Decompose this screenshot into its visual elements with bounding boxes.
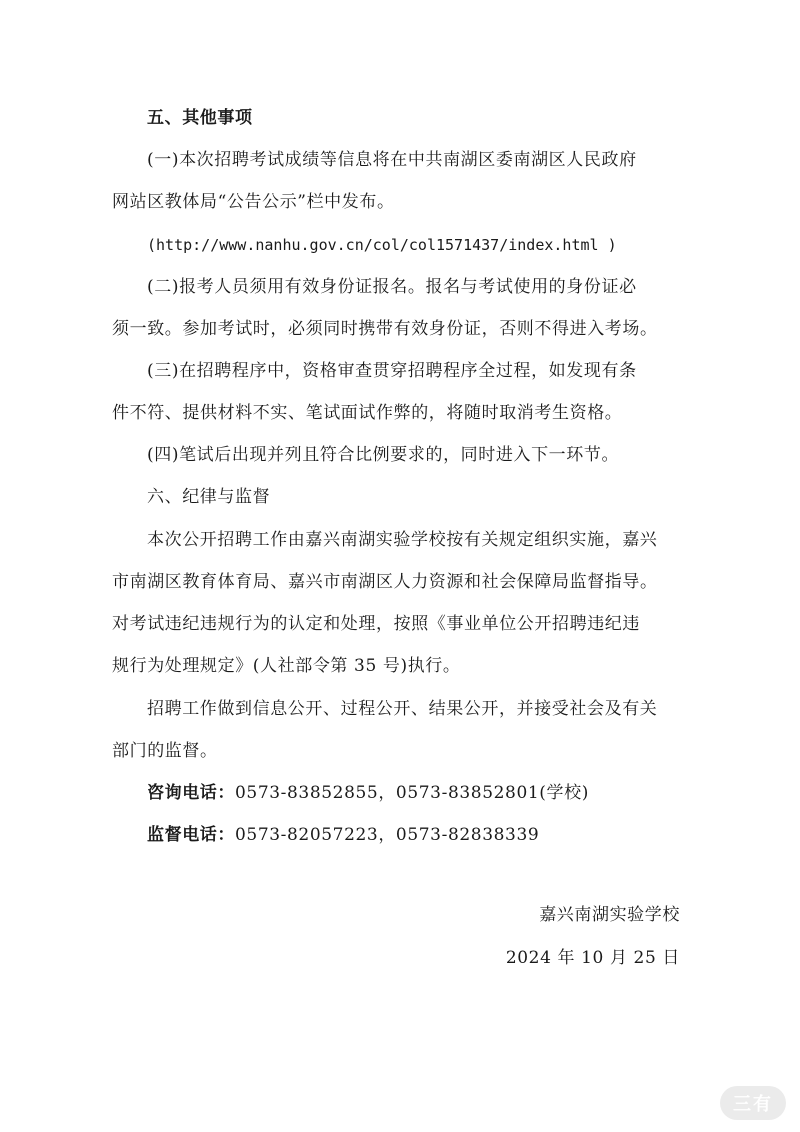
discipline-para-line-3: 对考试违纪违规行为的认定和处理，按照《事业单位公开招聘违纪违 <box>112 614 640 634</box>
section-heading-5: 五、其他事项 <box>147 108 253 128</box>
item-3-line-1: (三)在招聘程序中，资格审查贯穿招聘程序全过程，如发现有条 <box>147 361 637 381</box>
section-heading-6: 六、纪律与监督 <box>147 487 271 507</box>
item-1-url: (http://www.nanhu.gov.cn/col/col1571437/index.html ) <box>147 236 617 254</box>
signature-org: 嘉兴南湖实验学校 <box>539 905 680 925</box>
supervise-phone-value: 0573-82057223，0573-82838339 <box>235 825 540 845</box>
supervision-para-line-1: 招聘工作做到信息公开、过程公开、结果公开，并接受社会及有关 <box>147 699 658 719</box>
consult-phone-value: 0573-83852855，0573-83852801(学校) <box>235 783 589 803</box>
discipline-para-line-1: 本次公开招聘工作由嘉兴南湖实验学校按有关规定组织实施，嘉兴 <box>147 530 658 550</box>
item-1-line-1: (一)本次招聘考试成绩等信息将在中共南湖区委南湖区人民政府 <box>147 150 637 170</box>
discipline-para-line-2: 市南湖区教育体育局、嘉兴市南湖区人力资源和社会保障局监督指导。 <box>112 572 658 592</box>
item-2-line-2: 须一致。参加考试时，必须同时携带有效身份证，否则不得进入考场。 <box>112 319 658 339</box>
item-3-line-2: 件不符、提供材料不实、笔试面试作弊的，将随时取消考生资格。 <box>112 403 623 423</box>
discipline-para-line-4: 规行为处理规定》(人社部令第 35 号)执行。 <box>112 656 461 676</box>
item-2-line-1: (二)报考人员须用有效身份证报名。报名与考试使用的身份证必 <box>147 277 637 297</box>
consult-phone <box>147 781 727 805</box>
item-4-line-1: (四)笔试后出现并列且符合比例要求的，同时进入下一环节。 <box>147 445 620 465</box>
supervise-phone <box>147 823 727 847</box>
consult-phone-label: 咨询电话： <box>147 783 235 803</box>
watermark-logo: 三有 <box>720 1086 786 1120</box>
signature-date: 2024 年 10 月 25 日 <box>505 948 680 968</box>
item-1-line-2: 网站区教体局“公告公示”栏中发布。 <box>112 192 395 212</box>
supervision-para-line-2: 部门的监督。 <box>112 741 218 761</box>
supervise-phone-label: 监督电话： <box>147 825 235 845</box>
